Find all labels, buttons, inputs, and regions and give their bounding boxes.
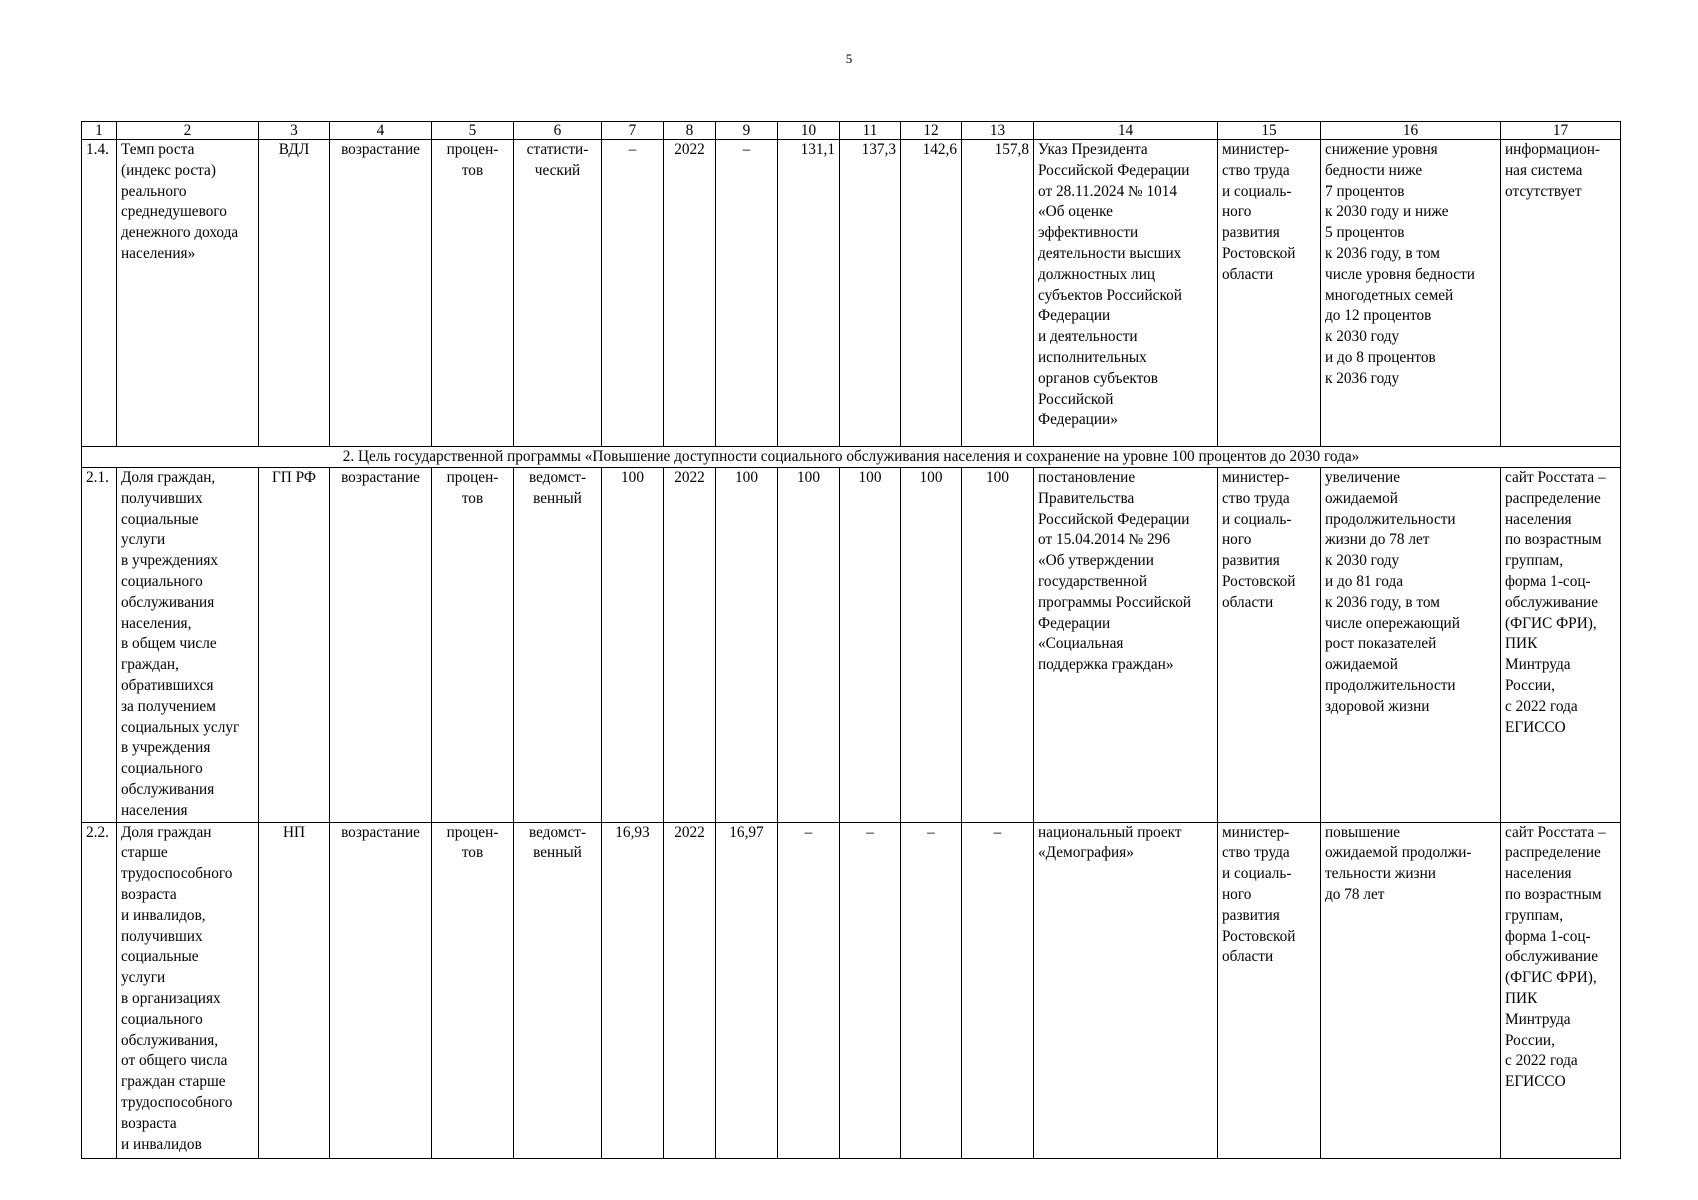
column-number: 9 [716,122,778,140]
base-value: – [602,140,664,447]
value-cell: – [716,140,778,447]
indicators-table [81,121,1621,1159]
column-number: 13 [962,122,1034,140]
document-cell: Указ Президента Российской Федерации от 28.11.2024 № 1014 «Об оценке эффективности деятельности высших должностных лиц субъектов Российской Федерации и деятельности исполнительных органов субъектов Российской Федерации» [1034,140,1218,447]
goal-heading: 2. Цель государственной программы «Повышение доступности социального обслуживания населения и сохранение на уровне 100 процентов до 2030 года» [82,447,1621,468]
document-cell: постановление Правительства Российской Федерации от 15.04.2014 № 296 «Об утверждении государственной программы Российской Федерации «Социальная поддержка граждан» [1034,468,1218,823]
responsible-cell: министер- ство труда и социаль- ного развития Ростовской области [1218,822,1321,1158]
base-year: 2022 [664,140,716,447]
document-cell: национальный проект «Демография» [1034,822,1218,1158]
value-cell: – [840,822,901,1158]
value-cell: – [962,822,1034,1158]
indicator-type: ведомст- венный [514,822,602,1158]
row-number: 2.2. [82,822,117,1158]
value-cell: – [778,822,840,1158]
indicator-name: Доля граждан старше трудоспособного возраста и инвалидов, получивших социальные услуги в организациях социального обслуживания, от общего числа граждан старше трудоспособного возраста и инвалидов [117,822,259,1158]
base-value: 100 [602,468,664,823]
column-number: 3 [259,122,330,140]
column-number: 5 [432,122,514,140]
row-number: 1.4. [82,140,117,447]
value-cell: 142,6 [901,140,962,447]
indicator-unit: процен- тов [432,140,514,447]
value-cell: 100 [778,468,840,823]
info-system-cell: информацион- ная система отсутствует [1501,140,1621,447]
indicator-level: ГП РФ [259,468,330,823]
national-goal-link-cell: увеличение ожидаемой продолжительности жизни до 78 лет к 2030 году и до 81 года к 2036 году, в том числе опережающий рост показателей ожидаемой продолжительности здоровой жизни [1321,468,1501,823]
value-cell: 100 [716,468,778,823]
indicator-trend: возрастание [330,822,432,1158]
indicator-type: статисти- ческий [514,140,602,447]
column-number: 17 [1501,122,1621,140]
indicator-level: НП [259,822,330,1158]
row-number: 2.1. [82,468,117,823]
indicator-unit: процен- тов [432,822,514,1158]
info-system-cell: сайт Росстата – распределение населения по возрастным группам, форма 1-соц- обслуживание (ФГИС ФРИ), ПИК Минтруда России, с 2022 года ЕГИССО [1501,468,1621,823]
goal-row [82,447,1621,468]
value-cell: 100 [962,468,1034,823]
column-number: 6 [514,122,602,140]
column-number: 8 [664,122,716,140]
page-number: 5 [845,51,853,66]
column-number: 11 [840,122,901,140]
column-number-row [82,122,1621,140]
value-cell: – [901,822,962,1158]
column-number: 15 [1218,122,1321,140]
indicator-unit: процен- тов [432,468,514,823]
table-row [82,822,1621,1158]
column-number: 1 [82,122,117,140]
indicator-level: ВДЛ [259,140,330,447]
value-cell: 100 [901,468,962,823]
national-goal-link-cell: снижение уровня бедности ниже 7 процентов к 2030 году и ниже 5 процентов к 2036 году, в том числе уровня бедности многодетных семей до 12 процентов к 2030 году и до 8 процентов к 2036 году [1321,140,1501,447]
national-goal-link-cell: повышение ожидаемой продолжи- тельности жизни до 78 лет [1321,822,1501,1158]
indicator-type: ведомст- венный [514,468,602,823]
indicator-trend: возрастание [330,140,432,447]
column-number: 16 [1321,122,1501,140]
indicator-name: Доля граждан, получивших социальные услуги в учреждениях социального обслуживания населения, в общем числе граждан, обратившихся за получением социальных услуг в учреждения социального обслуживания населения [117,468,259,823]
info-system-cell: сайт Росстата – распределение населения по возрастным группам, форма 1-соц- обслуживание (ФГИС ФРИ), ПИК Минтруда России, с 2022 года ЕГИССО [1501,822,1621,1158]
column-number: 2 [117,122,259,140]
value-cell: 157,8 [962,140,1034,447]
indicator-name: Темп роста (индекс роста) реального среднедушевого денежного дохода населения» [117,140,259,447]
base-value: 16,93 [602,822,664,1158]
table-row [82,140,1621,447]
column-number: 7 [602,122,664,140]
base-year: 2022 [664,468,716,823]
column-number: 4 [330,122,432,140]
responsible-cell: министер- ство труда и социаль- ного развития Ростовской области [1218,140,1321,447]
value-cell: 100 [840,468,901,823]
column-number: 12 [901,122,962,140]
value-cell: 16,97 [716,822,778,1158]
value-cell: 131,1 [778,140,840,447]
column-number: 10 [778,122,840,140]
indicator-trend: возрастание [330,468,432,823]
base-year: 2022 [664,822,716,1158]
column-number: 14 [1034,122,1218,140]
value-cell: 137,3 [840,140,901,447]
table-row [82,468,1621,823]
responsible-cell: министер- ство труда и социаль- ного развития Ростовской области [1218,468,1321,823]
